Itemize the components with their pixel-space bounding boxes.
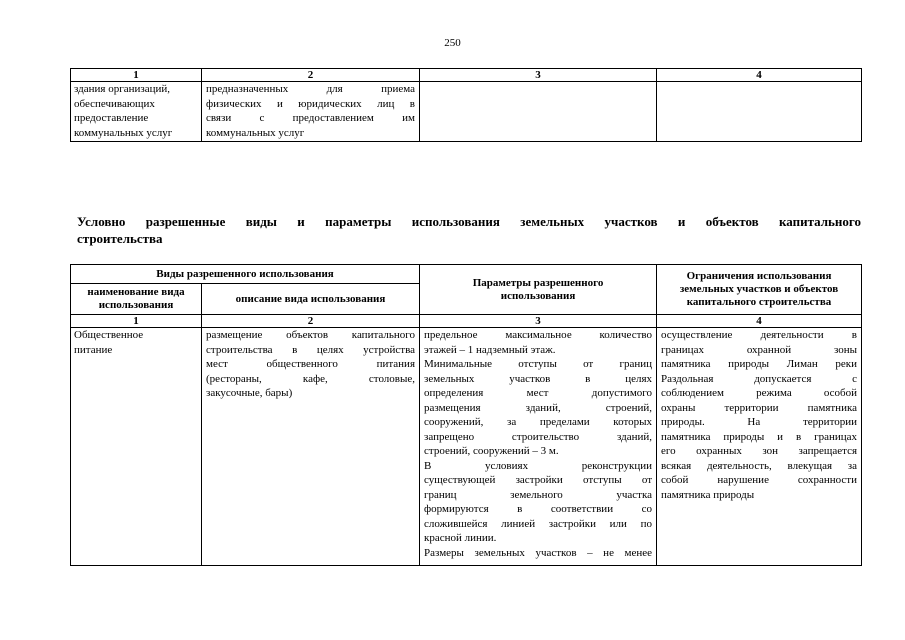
cell-line: природы. На территории xyxy=(661,416,858,428)
cell-line: сооружений, за пределами которых xyxy=(424,416,653,428)
column-number: 1 xyxy=(71,69,202,82)
cell-line: сложившейся линией застройки или по xyxy=(424,517,653,530)
column-number: 4 xyxy=(657,69,862,82)
cell-line: земельных участков в целях xyxy=(424,372,653,385)
cell-line: охраны территории памятника xyxy=(661,401,858,414)
restrictions-cell xyxy=(657,328,862,566)
continuation-table xyxy=(70,68,862,142)
cell-line: памятника природы Лиман реки xyxy=(661,358,858,370)
cell-line: всякая деятельность, влекущая за xyxy=(661,459,858,472)
cell-line: красной линии. xyxy=(424,532,497,544)
column-number-row xyxy=(71,315,862,328)
cell-line: здания организаций, xyxy=(74,83,171,95)
restrictions-header: Ограничения использования земельных участков и объектов капитального строительства xyxy=(657,265,862,315)
usage-description-header: описание вида использования xyxy=(202,284,420,315)
cell-line: памятника природы xyxy=(661,488,755,501)
cell-line: строений, сооружений – 3 м. xyxy=(424,445,559,457)
cell-line: соблюдением режима особой xyxy=(661,387,858,399)
parameters-header: Параметры разрешенного использования xyxy=(420,265,657,315)
usage-name-cell xyxy=(71,328,202,566)
empty-cell xyxy=(420,82,657,142)
cell-line: Размеры земельных участков – не менее xyxy=(424,546,653,559)
parameters-cell xyxy=(420,328,657,566)
cell-line: обеспечивающих xyxy=(74,97,155,110)
column-number: 4 xyxy=(657,315,862,328)
table-row xyxy=(71,82,862,142)
heading-line: строительства xyxy=(77,231,163,246)
column-number: 1 xyxy=(71,315,202,328)
cell-line: коммунальных услуг xyxy=(206,126,305,139)
cell-line: осуществление деятельности в xyxy=(661,329,858,341)
column-number: 2 xyxy=(202,315,420,328)
cell-line: коммунальных услуг xyxy=(74,126,173,139)
cell-line: размещения зданий, строений, xyxy=(424,401,653,414)
cell-line: закусочные, бары) xyxy=(206,387,293,399)
conditional-uses-table xyxy=(70,264,862,566)
cell-line: строительства в целях устройства xyxy=(206,343,416,356)
cell-line: размещение объектов капитального xyxy=(206,329,416,341)
cell-line: запрещено строительство зданий, xyxy=(424,430,653,443)
cell-line: мест общественного питания xyxy=(206,358,416,370)
cell-line: физических и юридических лиц в xyxy=(206,97,415,110)
cell-line: границ земельного участка xyxy=(424,488,653,501)
cell-line: Раздольная допускается с xyxy=(661,372,858,385)
cell-line: определения мест допустимого xyxy=(424,387,653,399)
cell-line: (рестораны, кафе, столовые, xyxy=(206,372,416,385)
cell-line: существующей застройки отступы от xyxy=(424,474,653,486)
column-number-row xyxy=(71,69,862,82)
column-number: 3 xyxy=(420,69,657,82)
usage-name-header: наименование вида использования xyxy=(71,284,202,315)
table-row xyxy=(71,328,862,566)
column-number: 3 xyxy=(420,315,657,328)
cell-line: его охранных зон запрещается xyxy=(661,445,858,457)
cell-line: Общественное xyxy=(74,329,144,341)
cell-line: памятника природы и в границах xyxy=(661,430,858,443)
usage-description-cell xyxy=(202,82,420,142)
column-number: 2 xyxy=(202,69,420,82)
cell-line: связи с предоставлением им xyxy=(206,112,415,124)
section-heading xyxy=(77,213,861,247)
usage-description-cell xyxy=(202,328,420,566)
cell-line: питание xyxy=(74,343,113,356)
cell-line: предельное максимальное количество xyxy=(424,329,653,341)
heading-line: Условно разрешенные виды и параметры использования земельных участков и объектов капитального xyxy=(77,214,861,229)
cell-line: Минимальные отступы от границ xyxy=(424,358,653,370)
cell-line: этажей – 1 надземный этаж. xyxy=(424,343,556,356)
cell-line: В условиях реконструкции xyxy=(424,459,653,472)
page-number: 250 xyxy=(444,37,461,49)
usage-types-header: Виды разрешенного использования xyxy=(71,265,420,284)
cell-line: предназначенных для приема xyxy=(206,83,415,95)
table-header-row xyxy=(71,265,862,284)
usage-name-cell xyxy=(71,82,202,142)
cell-line: предоставление xyxy=(74,112,149,124)
empty-cell xyxy=(657,82,862,142)
cell-line: границах охранной зоны xyxy=(661,343,858,356)
cell-line: собой нарушение сохранности xyxy=(661,474,858,486)
cell-line: формируются в соответствии со xyxy=(424,503,653,515)
